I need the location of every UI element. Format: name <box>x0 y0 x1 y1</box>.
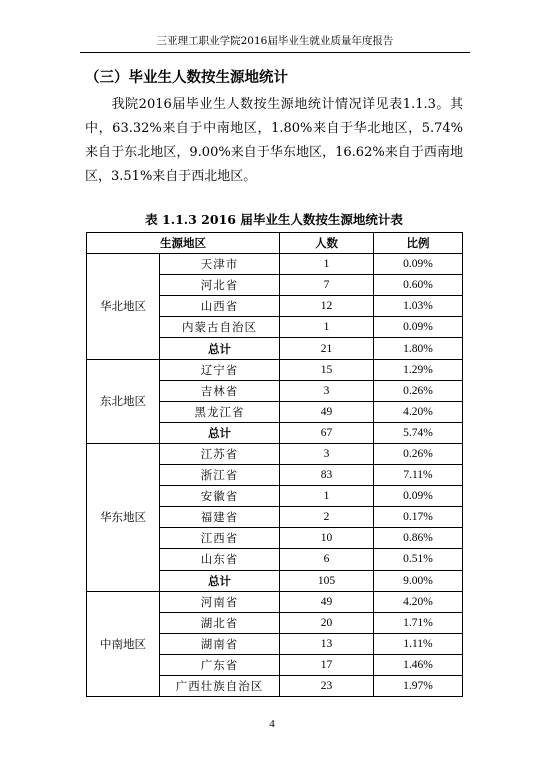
page-number: 4 <box>269 718 275 730</box>
count-cell: 3 <box>280 443 374 464</box>
ratio-cell: 7.11% <box>374 465 463 486</box>
ratio-cell: 4.20% <box>374 401 463 422</box>
ratio-cell: 1.97% <box>374 675 463 696</box>
province-cell: 浙江省 <box>160 465 280 486</box>
total-ratio-cell: 1.80% <box>374 338 463 359</box>
count-cell: 13 <box>280 633 374 654</box>
origin-stats-table <box>86 232 463 697</box>
ratio-cell: 1.11% <box>374 633 463 654</box>
count-cell: 10 <box>280 528 374 549</box>
province-cell: 湖南省 <box>160 633 280 654</box>
ratio-cell: 1.46% <box>374 654 463 675</box>
section-title: （三）毕业生人数按生源地统计 <box>85 70 288 86</box>
header-region: 生源地区 <box>87 233 280 254</box>
paragraph-text: 我院2016届毕业生人数按生源地统计情况详见表1.1.3。其中，63.32%来自于中南地区，1.80%来自于华北地区，5.74%来自于东北地区，9.00%来自于华东地区，16.62%来自于西南地区，3.51%来自于西北地区。 <box>85 97 463 184</box>
ratio-cell: 0.09% <box>374 254 463 275</box>
table-row <box>87 359 463 380</box>
province-cell: 天津市 <box>160 254 280 275</box>
table-row <box>87 443 463 464</box>
ratio-cell: 0.26% <box>374 443 463 464</box>
region-cell: 中南地区 <box>87 591 160 696</box>
province-cell: 江苏省 <box>160 443 280 464</box>
count-cell: 3 <box>280 380 374 401</box>
running-header: 三亚理工职业学院2016届毕业生就业质量年度报告 <box>80 33 470 53</box>
total-count-cell: 105 <box>280 570 374 591</box>
total-count-cell: 21 <box>280 338 374 359</box>
total-label-cell: 总计 <box>160 570 280 591</box>
province-cell: 吉林省 <box>160 380 280 401</box>
count-cell: 7 <box>280 275 374 296</box>
count-cell: 15 <box>280 359 374 380</box>
province-cell: 辽宁省 <box>160 359 280 380</box>
count-cell: 2 <box>280 507 374 528</box>
count-cell: 83 <box>280 465 374 486</box>
count-cell: 1 <box>280 486 374 507</box>
table-caption: 表 1.1.3 2016 届毕业生人数按生源地统计表 <box>145 212 403 227</box>
province-cell: 河北省 <box>160 275 280 296</box>
ratio-cell: 1.71% <box>374 612 463 633</box>
ratio-cell: 0.09% <box>374 317 463 338</box>
province-cell: 河南省 <box>160 591 280 612</box>
total-label-cell: 总计 <box>160 338 280 359</box>
province-cell: 山西省 <box>160 296 280 317</box>
region-cell: 华东地区 <box>87 443 160 591</box>
table-body <box>87 254 463 697</box>
count-cell: 17 <box>280 654 374 675</box>
count-cell: 1 <box>280 317 374 338</box>
body-paragraph <box>85 93 463 189</box>
table-row <box>87 591 463 612</box>
ratio-cell: 1.29% <box>374 359 463 380</box>
count-cell: 23 <box>280 675 374 696</box>
total-ratio-cell: 9.00% <box>374 570 463 591</box>
province-cell: 安徽省 <box>160 486 280 507</box>
count-cell: 12 <box>280 296 374 317</box>
count-cell: 49 <box>280 591 374 612</box>
ratio-cell: 0.60% <box>374 275 463 296</box>
province-cell: 内蒙古自治区 <box>160 317 280 338</box>
ratio-cell: 0.26% <box>374 380 463 401</box>
province-cell: 广东省 <box>160 654 280 675</box>
count-cell: 6 <box>280 549 374 570</box>
ratio-cell: 0.51% <box>374 549 463 570</box>
table-row <box>87 254 463 275</box>
total-ratio-cell: 5.74% <box>374 422 463 443</box>
header-ratio: 比例 <box>374 233 463 254</box>
total-count-cell: 67 <box>280 422 374 443</box>
total-label-cell: 总计 <box>160 422 280 443</box>
province-cell: 山东省 <box>160 549 280 570</box>
ratio-cell: 0.17% <box>374 507 463 528</box>
table-header-row <box>87 233 463 254</box>
count-cell: 20 <box>280 612 374 633</box>
province-cell: 黑龙江省 <box>160 401 280 422</box>
header-count: 人数 <box>280 233 374 254</box>
ratio-cell: 4.20% <box>374 591 463 612</box>
count-cell: 1 <box>280 254 374 275</box>
province-cell: 广西壮族自治区 <box>160 675 280 696</box>
province-cell: 湖北省 <box>160 612 280 633</box>
ratio-cell: 0.86% <box>374 528 463 549</box>
province-cell: 江西省 <box>160 528 280 549</box>
ratio-cell: 1.03% <box>374 296 463 317</box>
province-cell: 福建省 <box>160 507 280 528</box>
region-cell: 华北地区 <box>87 254 160 359</box>
ratio-cell: 0.09% <box>374 486 463 507</box>
region-cell: 东北地区 <box>87 359 160 443</box>
count-cell: 49 <box>280 401 374 422</box>
